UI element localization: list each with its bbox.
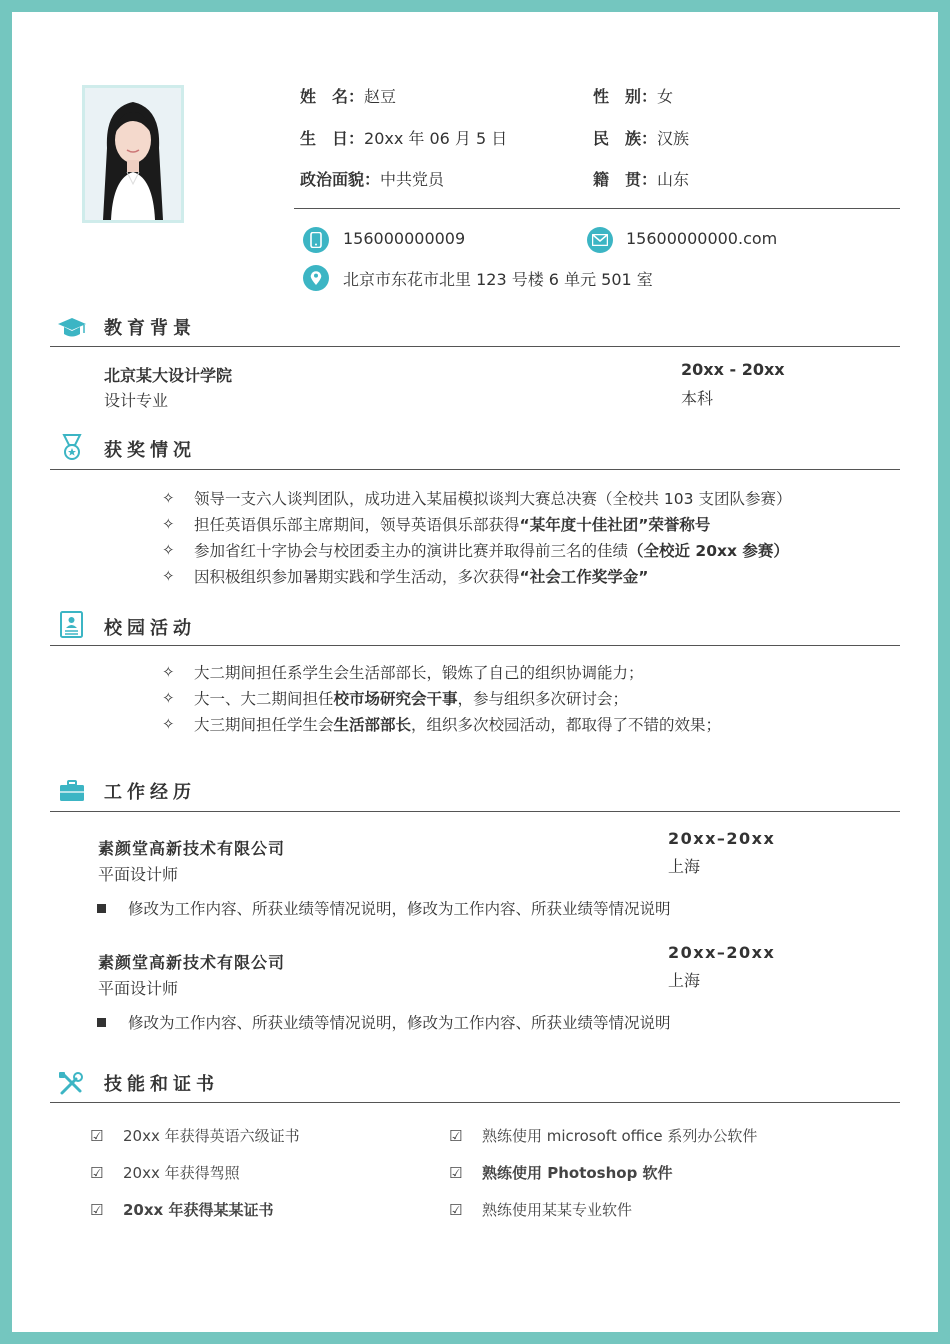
skill-item xyxy=(449,1154,757,1191)
award-item xyxy=(162,485,791,511)
skills-divider xyxy=(50,1102,900,1103)
politics-value: 中共党员 xyxy=(380,170,445,189)
award-item xyxy=(162,537,791,563)
info-ethnicity xyxy=(593,126,689,149)
education-divider xyxy=(50,346,900,347)
work-title: 工作经历 xyxy=(104,782,196,803)
email-icon xyxy=(587,227,613,253)
campus-item xyxy=(162,685,721,711)
sparkle-bullet-icon: ✧ xyxy=(162,567,175,585)
job-city: 上海 xyxy=(668,857,701,876)
campus-item xyxy=(162,659,721,685)
phone-icon xyxy=(303,227,329,253)
checkbox-icon: ☑ xyxy=(90,1200,104,1219)
birth-value: 20xx 年 06 月 5 日 xyxy=(364,129,508,148)
resume-page xyxy=(12,12,938,1332)
job-desc xyxy=(97,1011,671,1033)
sparkle-bullet-icon: ✧ xyxy=(162,541,175,559)
work-divider xyxy=(50,811,900,812)
awards-divider xyxy=(50,469,900,470)
info-divider xyxy=(294,208,900,209)
campus-text: 大三期间担任学生会 xyxy=(194,716,334,734)
sparkle-bullet-icon: ✧ xyxy=(162,489,175,507)
education-school: 北京某大设计学院 xyxy=(104,366,233,385)
medal-icon xyxy=(56,433,88,461)
education-years: 20xx - 20xx xyxy=(681,360,785,379)
address-text: 北京市东花市北里 123 号楼 6 单元 501 室 xyxy=(343,270,653,289)
award-text: 领导一支六人谈判团队，成功进入某届模拟谈判大赛总决赛（全校共 103 支团队参赛） xyxy=(194,490,792,508)
campus-list xyxy=(162,659,721,737)
campus-text: 大一、大二期间担任 xyxy=(194,690,334,708)
skill-text: 熟练使用 Photoshop 软件 xyxy=(482,1164,673,1182)
skill-text: 熟练使用某某专业软件 xyxy=(482,1201,633,1219)
hometown-label: 籍 贯： xyxy=(593,170,658,189)
job-desc-text: 修改为工作内容、所获业绩等情况说明，修改为工作内容、所获业绩等情况说明 xyxy=(128,1014,671,1032)
checkbox-icon: ☑ xyxy=(449,1200,463,1219)
campus-text-tail: ，组织多次校园活动，都取得了不错的效果； xyxy=(411,716,722,734)
award-text: 因积极组织参加暑期实践和学生活动，多次获得 xyxy=(194,568,520,586)
checkbox-icon: ☑ xyxy=(90,1163,104,1182)
award-text: 参加省红十字协会与校团委主办的演讲比赛并取得前三名的佳绩 xyxy=(194,542,629,560)
portrait-image xyxy=(85,88,181,220)
politics-label: 政治面貌： xyxy=(300,170,381,189)
ethnicity-value: 汉族 xyxy=(657,129,690,148)
award-item xyxy=(162,563,791,589)
skill-item xyxy=(449,1117,757,1154)
ethnicity-label: 民 族： xyxy=(593,129,658,148)
skill-text: 熟练使用 microsoft office 系列办公软件 xyxy=(482,1127,758,1145)
job-years: 20xx–20xx xyxy=(668,943,776,962)
skill-text: 20xx 年获得驾照 xyxy=(123,1164,240,1182)
skills-title: 技能和证书 xyxy=(104,1074,219,1095)
briefcase-icon xyxy=(56,777,88,805)
skill-item xyxy=(90,1191,300,1228)
square-bullet-icon xyxy=(97,904,106,913)
education-title: 教育背景 xyxy=(104,318,196,339)
job-company: 素颜堂高新技术有限公司 xyxy=(98,839,286,858)
email-text: 15600000000.com xyxy=(626,229,778,248)
info-politics xyxy=(300,167,444,190)
info-name xyxy=(300,84,396,107)
checkbox-icon: ☑ xyxy=(90,1126,104,1145)
job-role: 平面设计师 xyxy=(98,979,179,998)
campus-title: 校园活动 xyxy=(104,618,196,639)
skill-text: 20xx 年获得英语六级证书 xyxy=(123,1127,300,1145)
gender-value: 女 xyxy=(657,87,674,106)
location-icon xyxy=(303,265,329,291)
campus-text: 大二期间担任系学生会生活部部长，锻炼了自己的组织协调能力； xyxy=(194,664,644,682)
job-years: 20xx–20xx xyxy=(668,829,776,848)
award-highlight: （全校近 20xx 参赛） xyxy=(628,542,789,560)
info-birth xyxy=(300,126,507,149)
campus-highlight: 校市场研究会干事 xyxy=(333,690,458,708)
awards-title: 获奖情况 xyxy=(104,440,196,461)
profile-photo xyxy=(82,85,184,223)
skills-left-list xyxy=(90,1117,300,1228)
info-gender xyxy=(593,84,673,107)
award-highlight: “某年度十佳社团”荣誉称号 xyxy=(519,516,711,534)
skill-item xyxy=(90,1154,300,1191)
id-card-icon xyxy=(56,610,88,638)
checkbox-icon: ☑ xyxy=(449,1163,463,1182)
award-item xyxy=(162,511,791,537)
phone-text: 156000000009 xyxy=(343,229,466,248)
info-hometown xyxy=(593,167,689,190)
education-degree: 本科 xyxy=(681,389,714,408)
campus-highlight: 生活部部长 xyxy=(333,716,412,734)
tools-icon xyxy=(56,1069,88,1097)
job-city: 上海 xyxy=(668,971,701,990)
job-desc-text: 修改为工作内容、所获业绩等情况说明，修改为工作内容、所获业绩等情况说明 xyxy=(128,900,671,918)
name-value: 赵豆 xyxy=(364,87,397,106)
sparkle-bullet-icon: ✧ xyxy=(162,663,175,681)
graduation-cap-icon xyxy=(56,314,88,342)
skill-text: 20xx 年获得某某证书 xyxy=(123,1201,274,1219)
birth-label: 生 日： xyxy=(300,129,365,148)
award-text: 担任英语俱乐部主席期间，领导英语俱乐部获得 xyxy=(194,516,520,534)
job-desc xyxy=(97,897,671,919)
campus-item xyxy=(162,711,721,737)
skills-right-list xyxy=(449,1117,757,1228)
sparkle-bullet-icon: ✧ xyxy=(162,689,175,707)
skill-item xyxy=(90,1117,300,1154)
square-bullet-icon xyxy=(97,1018,106,1027)
hometown-value: 山东 xyxy=(657,170,690,189)
sparkle-bullet-icon: ✧ xyxy=(162,515,175,533)
name-label: 姓 名： xyxy=(300,87,365,106)
campus-divider xyxy=(50,645,900,646)
job-company: 素颜堂高新技术有限公司 xyxy=(98,953,286,972)
award-highlight: “社会工作奖学金” xyxy=(519,568,649,586)
checkbox-icon: ☑ xyxy=(449,1126,463,1145)
job-role: 平面设计师 xyxy=(98,865,179,884)
sparkle-bullet-icon: ✧ xyxy=(162,715,175,733)
campus-text-tail: ，参与组织多次研讨会； xyxy=(457,690,629,708)
skill-item xyxy=(449,1191,757,1228)
gender-label: 性 别： xyxy=(593,87,658,106)
education-major: 设计专业 xyxy=(104,391,169,410)
awards-list xyxy=(162,485,791,589)
